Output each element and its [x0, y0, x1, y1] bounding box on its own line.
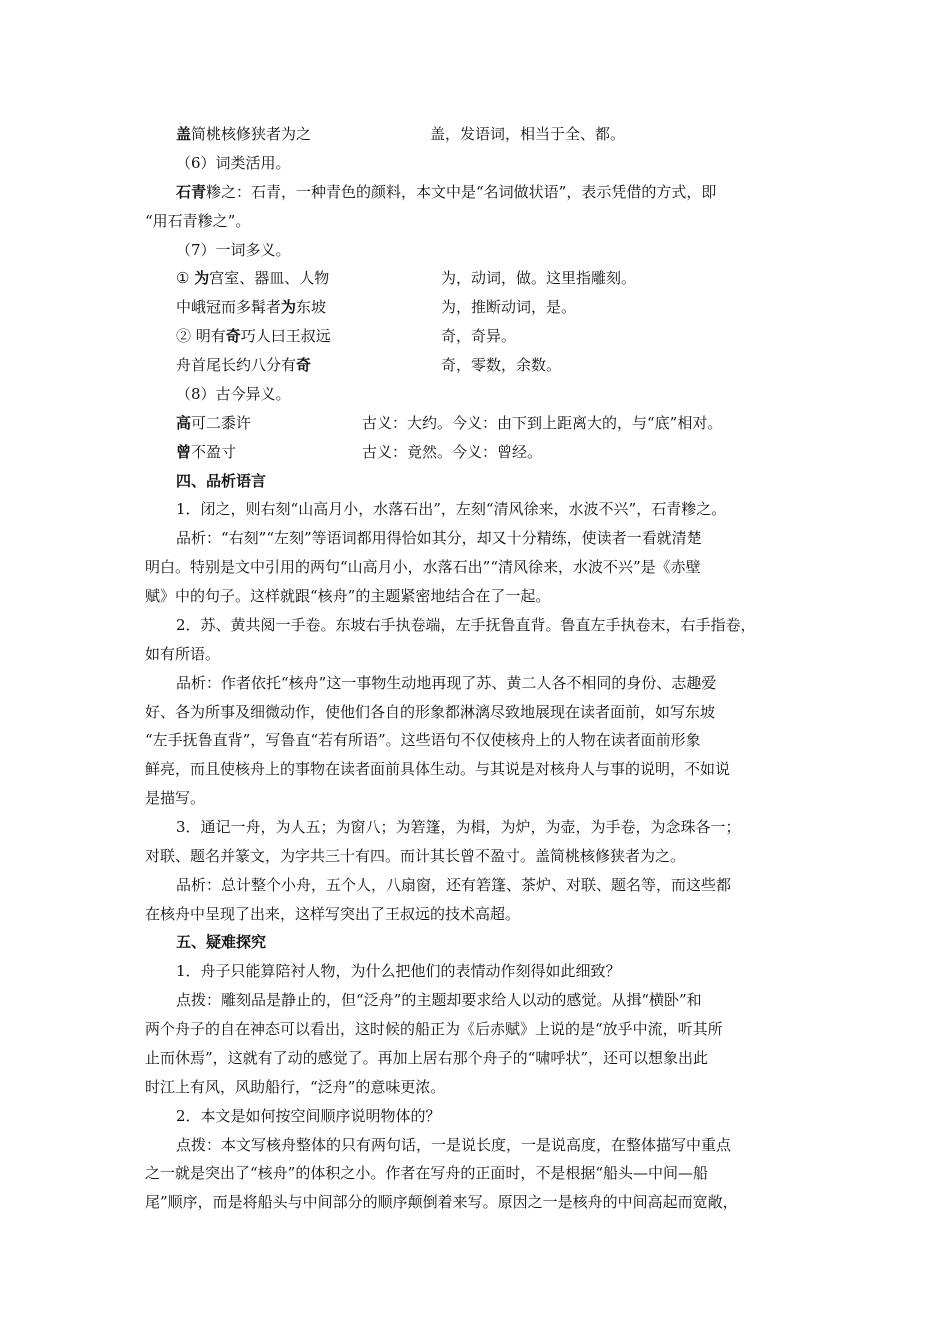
paragraph-line: 对联、题名并篆文，为字共三十有四。而计其长曾不盈寸。盖简桃核修狭者为之。	[145, 847, 686, 865]
example-text: ② 明有	[176, 327, 226, 345]
paragraph-line: 点拨：雕刻品是静止的，但“泛舟”的主题却要求给人以动的感觉。从揖“横卧”和	[176, 991, 702, 1009]
paragraph-line: 在核舟中呈现了出来，这样写突出了王叔远的技术高超。	[145, 905, 521, 923]
paragraph-line: 2．苏、黄共阅一手卷。东坡右手执卷端，左手抚鲁直背。鲁直左手执卷末，右手指卷，	[176, 616, 756, 634]
paragraph-line: 尾”顺序，而是将船头与中间部分的顺序颠倒着来写。原因之一是核舟的中间高起而宽敞，	[145, 1193, 738, 1211]
paragraph-line: 品析：“右刻”“左刻”等语词都用得恰如其分，却又十分精练，使读者一看就清楚	[176, 529, 702, 547]
example-note: 盖，发语词，相当于全、都。	[430, 125, 626, 143]
example-text: 可二黍许	[191, 414, 252, 432]
subsection-heading: （8）古今异义。	[176, 385, 291, 403]
keyword: 盖	[176, 125, 192, 143]
keyword: 高	[176, 414, 192, 432]
question-line: 2．本文是如何按空间顺序说明物体的？	[176, 1107, 441, 1125]
paragraph-text: 糁之：石青，一种青色的颜料，本文中是“名词做状语”，表示凭借的方式，即	[206, 183, 717, 201]
subsection-heading: （6）词类活用。	[176, 154, 291, 172]
example-line	[176, 268, 329, 288]
example-line	[176, 124, 311, 144]
paragraph-line: 明白。特别是文中引用的两句“山高月小，水落石出”“清风徐来，水波不兴”是《赤壁	[145, 558, 701, 576]
paragraph-line	[176, 182, 716, 202]
example-note: 古义：竟然。今义：曾经。	[362, 443, 543, 461]
example-line	[176, 442, 236, 462]
paragraph-line: 赋》中的句子。这样就跟“核舟”的主题紧密地结合在了一起。	[145, 587, 551, 605]
example-note: 为，动词，做。这里指雕刻。	[441, 269, 637, 287]
example-text: 舟首尾长约八分有	[176, 356, 297, 374]
paragraph-line: 如有所语。	[145, 645, 221, 663]
paragraph-line: 品析：作者依托“核舟”这一事物生动地再现了苏、黄二人各不相同的身份、志趣爱	[176, 674, 717, 692]
paragraph-line: 是描写。	[145, 789, 206, 807]
example-line	[176, 297, 326, 317]
paragraph-line: “用石青糁之”。	[145, 212, 251, 230]
paragraph-line: 好、各为所事及细微动作，使他们各自的形象都淋漓尽致地展现在读者面前，如写东坡	[145, 703, 716, 721]
example-text: 巧人曰王叔远	[240, 327, 331, 345]
paragraph-line: “左手抚鲁直背”，写鲁直“若有所语”。这些语句不仅使核舟上的人物在读者面前形象	[145, 731, 701, 749]
example-line	[176, 355, 311, 375]
keyword: 为	[281, 298, 297, 316]
example-note: 古义：大约。今义：由下到上距离大的，与“底”相对。	[362, 414, 723, 432]
example-note: 为，推断动词，是。	[441, 298, 577, 316]
keyword: 奇	[296, 356, 312, 374]
section-heading: 五、疑难探究	[176, 933, 267, 951]
example-text: 宫室、器皿、人物	[209, 269, 330, 287]
paragraph-line: 1．闭之，则右刻“山高月小，水落石出”，左刻“清风徐来，水波不兴”，石青糁之。	[176, 500, 727, 518]
example-text: ①	[176, 269, 195, 287]
example-note: 奇，奇异。	[441, 327, 517, 345]
example-text: 东坡	[296, 298, 327, 316]
paragraph-line: 3．通记一舟，为人五；为窗八；为箬篷，为楫，为炉，为壶，为手卷，为念珠各一；	[176, 818, 741, 836]
paragraph-line: 之一就是突出了“核舟”的体积之小。作者在写舟的正面时，不是根据“船头—中间—船	[145, 1164, 709, 1182]
question-line: 1．舟子只能算陪衬人物，为什么把他们的表情动作刻得如此细致？	[176, 962, 621, 980]
example-text: 简桃核修狭者为之	[191, 125, 312, 143]
section-heading: 四、品析语言	[176, 472, 267, 490]
example-note: 奇，零数，余数。	[441, 356, 562, 374]
paragraph-line: 鲜亮，而且使核舟上的事物在读者面前具体生动。与其说是对核舟人与事的说明，不如说	[145, 760, 731, 778]
paragraph-line: 点拨：本文写核舟整体的只有两句话，一是说长度，一是说高度，在整体描写中重点	[176, 1136, 732, 1154]
example-text: 不盈寸	[191, 443, 237, 461]
example-line	[176, 413, 251, 433]
paragraph-line: 两个舟子的自在神态可以看出，这时候的船正为《后赤赋》上说的是“放乎中流，听其所	[145, 1020, 723, 1038]
keyword: 为	[194, 269, 210, 287]
keyword: 奇	[225, 327, 241, 345]
paragraph-line: 止而休焉”，这就有了动的感觉了。再加上居右那个舟子的“啸呼状”，还可以想象出此	[145, 1049, 709, 1067]
paragraph-line: 时江上有风，风助船行，“泛舟”的意味更浓。	[145, 1078, 446, 1096]
subsection-heading: （7）一词多义。	[176, 241, 291, 259]
example-text: 中峨冠而多髯者	[176, 298, 282, 316]
paragraph-line: 品析：总计整个小舟，五个人，八扇窗，还有箬篷、茶炉、对联、题名等，而这些都	[176, 876, 732, 894]
example-line	[176, 326, 331, 346]
keyword: 石青	[176, 183, 207, 201]
keyword: 曾	[176, 443, 192, 461]
